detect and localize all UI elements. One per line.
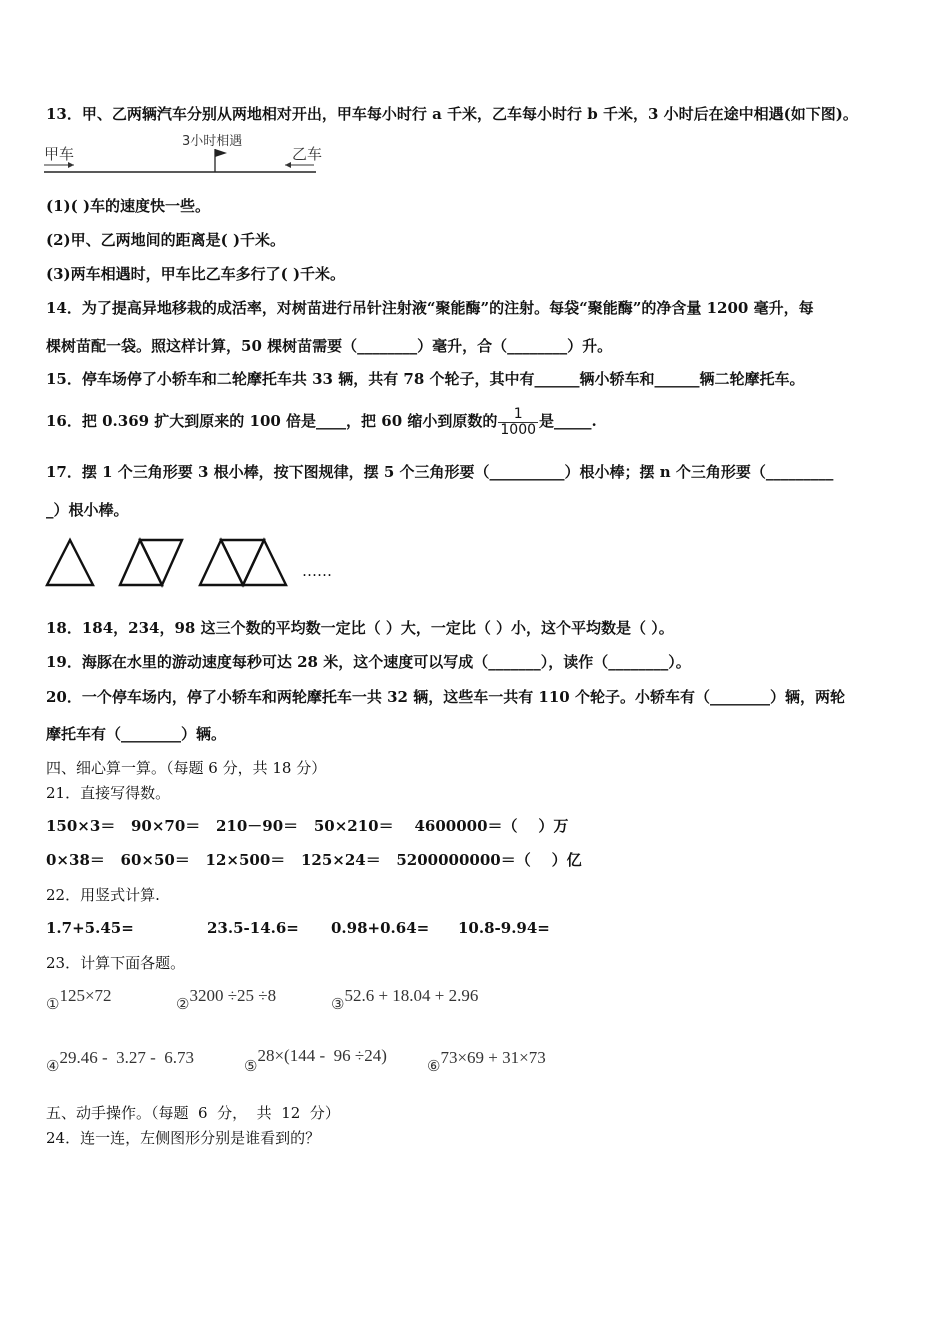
- q16-text: [46, 406, 597, 438]
- q23-expr-6: 73×69 + 31×73: [440, 1048, 546, 1067]
- q16-after: 是_____.: [539, 412, 597, 430]
- q20-line2: 摩托车有（________）辆。: [46, 725, 227, 743]
- q17-line1: 17．摆 1 个三角形要 3 根小棒，按下图规律，摆 5 个三角形要（__________）根小棒；摆 n 个三角形要（_________: [46, 463, 834, 481]
- q14-line1: 14．为了提高异地移栽的成活率，对树苗进行吊针注射液“聚能酶”的注射。每袋“聚能酶”的净含量 1200 毫升，每: [46, 299, 814, 317]
- q16-before: 16．把 0.369 扩大到原来的 100 倍是____，把 60 缩小到原数的: [46, 412, 498, 430]
- triangle-figure-3: [200, 540, 286, 585]
- q23-item-5: [244, 1046, 387, 1075]
- q23-mark-6: ⑥: [427, 1057, 441, 1075]
- triangle-figure-1: [47, 540, 93, 585]
- section4-title: 四、细心算一算。（每题 6 分，共 18 分）: [46, 759, 327, 777]
- q16-frac-den: 1000: [500, 421, 537, 438]
- q22-title: 22．用竖式计算.: [46, 886, 160, 904]
- q16-fraction: [498, 407, 538, 438]
- q19-text: 19．海豚在水里的游动速度每秒可达 28 米，这个速度可以写成（_______），读作（________）。: [46, 653, 691, 671]
- q23-item-1: [46, 986, 112, 1013]
- q22-item-3: 0.98+0.64=: [331, 919, 430, 937]
- q23-item-6: [427, 1048, 546, 1075]
- q17-ellipsis: ……: [302, 562, 332, 580]
- q23-mark-2: ②: [176, 995, 190, 1013]
- q21-row1: 150×3＝ 90×70＝ 210－90＝ 50×210＝ 4600000＝（ ）万: [46, 817, 569, 835]
- q22-item-4: 10.8-9.94=: [458, 919, 550, 937]
- flag-icon: [215, 149, 227, 157]
- q23-item-3: [331, 986, 479, 1013]
- q13-sub2: (2)甲、乙两地间的距离是( )千米。: [46, 231, 286, 249]
- q23-item-2: [176, 986, 277, 1013]
- section5-title: 五、动手操作。（每题 6 分， 共 12 分）: [46, 1104, 340, 1122]
- q23-expr-1: 125×72: [59, 986, 112, 1005]
- q23-mark-1: ①: [46, 995, 60, 1013]
- q13-sub1: (1)( )车的速度快一些。: [46, 197, 211, 215]
- q23-title: 23．计算下面各题。: [46, 954, 186, 972]
- q23-expr-5: 28×(144 - 96 ÷24): [257, 1046, 387, 1065]
- triangle-figure-2: [120, 540, 182, 585]
- q21-row2: 0×38＝ 60×50＝ 12×500＝ 125×24＝ 5200000000＝（ ）亿: [46, 851, 582, 869]
- q14-line2: 棵树苗配一袋。照这样计算，50 棵树苗需要（________）毫升，合（________）升。: [46, 337, 613, 355]
- q18-text: 18．184，234，98 这三个数的平均数一定比（ ）大，一定比（ ）小，这个平均数是（ ）。: [46, 619, 674, 637]
- q23-mark-3: ③: [331, 995, 345, 1013]
- q13-meeting-diagram: [42, 132, 332, 180]
- q17-triangle-pattern: [44, 534, 354, 590]
- q23-expr-3: 52.6 + 18.04 + 2.96: [344, 986, 479, 1005]
- q21-title: 21．直接写得数。: [46, 784, 171, 802]
- q23-expr-4: 29.46 - 3.27 - 6.73: [59, 1048, 195, 1067]
- q16-frac-num: 1: [498, 407, 538, 423]
- q15-text: 15．停车场停了小轿车和二轮摩托车共 33 辆，共有 78 个轮子，其中有______辆小轿车和______辆二轮摩托车。: [46, 370, 805, 388]
- q23-expr-2: 3200 ÷25 ÷8: [189, 986, 277, 1005]
- q13-right-label: 乙车: [292, 145, 323, 163]
- q17-line2: _）根小棒。: [46, 501, 129, 519]
- q23-mark-4: ④: [46, 1057, 60, 1075]
- q13-sub3: (3)两车相遇时，甲车比乙车多行了( )千米。: [46, 265, 346, 283]
- q23-item-4: [46, 1048, 195, 1075]
- q24-text: 24．连一连，左侧图形分别是谁看到的？: [46, 1129, 321, 1147]
- q20-line1: 20．一个停车场内，停了小轿车和两轮摩托车一共 32 辆，这些车一共有 110 个轮子。小轿车有（________）辆，两轮: [46, 688, 845, 706]
- q13-meet-label: 3小时相遇: [182, 134, 243, 149]
- q13-stem: 13．甲、乙两辆汽车分别从两地相对开出，甲车每小时行 a 千米，乙车每小时行 b 千米，3 小时后在途中相遇(如下图)。: [46, 105, 858, 123]
- q22-item-1: 1.7+5.45=: [46, 919, 134, 937]
- left-arrow-icon: [285, 162, 291, 168]
- q23-mark-5: ⑤: [244, 1057, 258, 1075]
- q13-left-label: 甲车: [44, 145, 75, 163]
- q22-item-2: 23.5-14.6=: [207, 919, 299, 937]
